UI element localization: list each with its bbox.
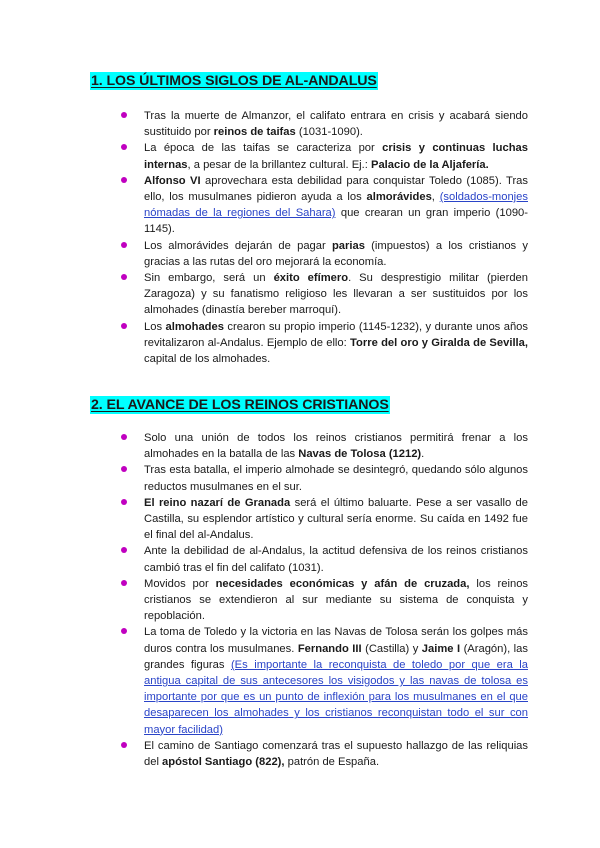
bullet-list-2 [118,430,528,770]
bullet-list-1 [118,108,528,367]
list-item: El reino nazarí de Granada será el último baluarte. Pese a ser vasallo de Castilla, su esplendor artístico y cultural sería enorme. Su caída en 1492 fue el final del al-Andalus. [118,495,528,544]
list-item: Tras la muerte de Almanzor, el califato entrara en crisis y acabará siendo sustituido por reinos de taifas (1031-1090). [118,108,528,140]
list-item: La toma de Toledo y la victoria en las Navas de Tolosa serán los golpes más duros contra los musulmanes. Fernando III (Castilla) y Jaime I (Aragón), las grandes figuras (Es importante la reconquista de toledo por que era la antigua capital de sus antecesores los visigodos y las navas de tolosa es importante por que es un punto de inflexión para los musulmanes en el que desaparecen los almohades y los cristianos reconquistan todo el sur con mayor facilidad) [118,624,528,737]
list-item: Ante la debilidad de al-Andalus, la actitud defensiva de los reinos cristianos cambió tras el fin del califato (1031). [118,543,528,575]
bullet-icon [121,274,127,280]
bullet-icon [121,434,127,440]
bullet-icon [121,112,127,118]
list-item: El camino de Santiago comenzará tras el supuesto hallazgo de las reliquias del apóstol Santiago (822), patrón de España. [118,738,528,770]
bullet-icon [121,580,127,586]
list-item: Los almorávides dejarán de pagar parias (impuestos) a los cristianos y gracias a las rutas del oro mejorará la economía. [118,238,528,270]
list-item: Solo una unión de todos los reinos cristianos permitirá frenar a los almohades en la batalla de las Navas de Tolosa (1212). [118,430,528,462]
section-heading-2: 2. EL AVANCE DE LOS REINOS CRISTIANOS [91,397,389,413]
bullet-icon [121,144,127,150]
bullet-icon [121,547,127,553]
list-item: Movidos por necesidades económicas y afán de cruzada, los reinos cristianos se extendieron al sur mediante su sistema de conquista y repoblación. [118,576,528,625]
bullet-icon [121,499,127,505]
reconquista-note-link[interactable]: (Es importante la reconquista de toledo por que era la antigua capital de sus antecesores los visigodos y las navas de tolosa es importante por que es un punto de inflexión para los musulmanes en el que desaparecen los almohades y los cristianos reconquistan todo el sur con mayor facilidad) [144,658,528,736]
list-item: Los almohades crearon su propio imperio (1145-1232), y durante unos años revitalizaron al-Andalus. Ejemplo de ello: Torre del oro y Giralda de Sevilla, capital de los almohades. [118,319,528,368]
bullet-icon [121,466,127,472]
bullet-icon [121,242,127,248]
almoravides-note-link[interactable]: (soldados-monjes nómadas de la regiones del Sahara) [144,191,528,220]
bullet-icon [121,323,127,329]
bullet-icon [121,177,127,183]
list-item: La época de las taifas se caracteriza por crisis y continuas luchas internas, a pesar de la brillantez cultural. Ej.: Palacio de la Aljafería. [118,140,528,172]
list-item: Tras esta batalla, el imperio almohade se desintegró, quedando sólo algunos reductos musulmanes en el sur. [118,462,528,494]
bullet-icon [121,742,127,748]
list-item: Alfonso VI aprovechara esta debilidad para conquistar Toledo (1085). Tras ello, los musulmanes pidieron ayuda a los almorávides, (soldados-monjes nómadas de la regiones del Sahara) que crearan un gran imperio (1090-1145). [118,173,528,238]
list-item: Sin embargo, será un éxito efímero. Su desprestigio militar (pierden Zaragoza) y su fanatismo religioso les llevaran a ser sustituidos por los almohades (dinastía bereber marroquí). [118,270,528,319]
bullet-icon [121,628,127,634]
section-heading-1: 1. LOS ÚLTIMOS SIGLOS DE AL-ANDALUS [91,73,377,89]
